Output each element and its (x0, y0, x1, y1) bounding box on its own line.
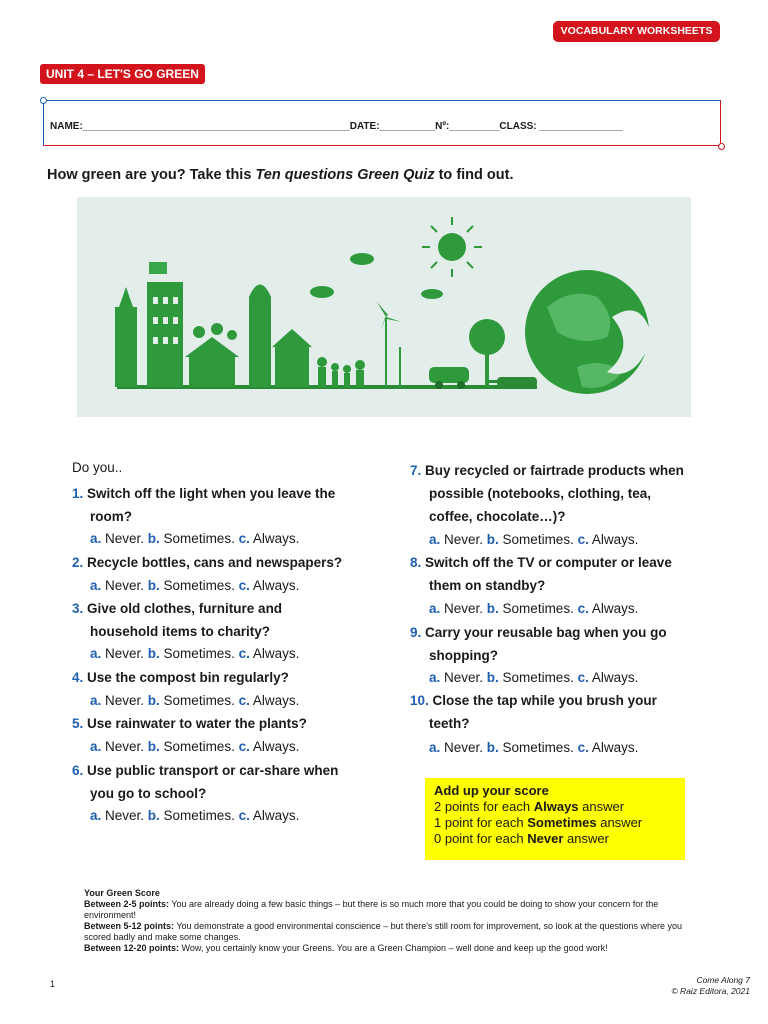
option-a[interactable]: a. (90, 739, 102, 754)
option-b[interactable]: b. (147, 578, 160, 593)
option-b-text: Sometimes. (159, 578, 239, 593)
option-c[interactable]: c. (577, 601, 589, 616)
score-always-row (434, 799, 676, 815)
score-range-label: Between 2-5 points: (84, 899, 170, 909)
question-text: Buy recycled or fairtrade products when (425, 463, 684, 478)
question-9-line-2: shopping? (429, 648, 498, 663)
question-4-answers[interactable] (90, 689, 299, 712)
option-a-text: Never. (440, 601, 487, 616)
intro-quiz-name: Ten questions Green Quiz (255, 167, 435, 183)
score-range-label: Between 5-12 points: (84, 921, 175, 931)
question-text: Give old clothes, furniture and (87, 601, 283, 616)
score-keyword: Always (533, 799, 579, 814)
option-a-text: Never. (101, 808, 148, 823)
green-score-title: Your Green Score (84, 888, 160, 898)
question-10-line-2: teeth? (429, 716, 470, 731)
question-6-answers[interactable] (90, 804, 299, 827)
option-a-text: Never. (101, 531, 148, 546)
option-a-text: Never. (440, 670, 487, 685)
question-text: Switch off the TV or computer or leave (425, 555, 672, 570)
score-range-3 (84, 943, 696, 954)
score-text: answer (563, 831, 609, 846)
option-a[interactable]: a. (429, 740, 441, 755)
option-b-text: Sometimes. (498, 670, 578, 685)
option-c-text: Always. (588, 601, 639, 616)
option-c[interactable]: c. (577, 670, 589, 685)
question-2-answers[interactable] (90, 574, 299, 597)
option-a-text: Never. (101, 578, 148, 593)
question-9 (410, 621, 667, 644)
question-text: Close the tap while you brush your (432, 693, 657, 708)
score-text: 2 points for each (434, 799, 534, 814)
score-text: answer (578, 799, 625, 814)
option-b-text: Sometimes. (498, 601, 578, 616)
score-never-row (434, 831, 676, 847)
option-c-text: Always. (249, 646, 300, 661)
option-c-text: Always. (588, 740, 639, 755)
question-5-answers[interactable] (90, 735, 299, 758)
option-a[interactable]: a. (429, 532, 441, 547)
option-c-text: Always. (588, 532, 639, 547)
question-7-answers[interactable] (429, 528, 638, 551)
box-corner-dot-right (718, 143, 725, 150)
question-3-line-2: household items to charity? (90, 624, 271, 639)
option-c[interactable]: c. (238, 808, 250, 823)
score-keyword: Never (527, 831, 564, 846)
option-b[interactable]: b. (147, 693, 160, 708)
option-c-text: Always. (249, 808, 300, 823)
question-7-line-3: coffee, chocolate…)? (429, 509, 566, 524)
question-number: 1. (72, 486, 84, 501)
score-range-label: Between 12-20 points: (84, 943, 180, 953)
option-b-text: Sometimes. (498, 532, 578, 547)
score-keyword: Sometimes (527, 815, 597, 830)
option-a-text: Never. (440, 532, 487, 547)
question-10-answers[interactable] (429, 736, 638, 759)
question-number: 7. (410, 463, 422, 478)
question-text: Use the compost bin regularly? (87, 670, 289, 685)
student-info-line[interactable]: NAME:________________________________________________DATE:__________Nº:_________CLASS: _______________ (50, 121, 623, 132)
option-c[interactable]: c. (238, 693, 250, 708)
option-b-text: Sometimes. (159, 739, 239, 754)
score-range-text: Wow, you certainly know your Greens. You are a Green Champion – well done and keep up the good work! (179, 943, 608, 953)
question-text: Recycle bottles, cans and newspapers? (87, 555, 343, 570)
question-1-line-2: room? (90, 509, 132, 524)
option-c[interactable]: c. (238, 739, 250, 754)
score-text: 1 point for each (434, 815, 528, 830)
option-b-text: Sometimes. (159, 693, 239, 708)
option-a[interactable]: a. (90, 693, 102, 708)
option-b[interactable]: b. (147, 646, 160, 661)
question-number: 8. (410, 555, 422, 570)
score-range-1 (84, 899, 696, 921)
option-b-text: Sometimes. (159, 808, 239, 823)
vocabulary-worksheets-badge: VOCABULARY WORKSHEETS (553, 21, 720, 42)
question-1 (72, 482, 335, 505)
option-b[interactable]: b. (147, 808, 160, 823)
green-score-section (84, 888, 696, 954)
question-8-answers[interactable] (429, 597, 638, 620)
option-a[interactable]: a. (90, 808, 102, 823)
score-box (425, 778, 685, 860)
option-b[interactable]: b. (486, 601, 499, 616)
question-6-line-2: you go to school? (90, 786, 207, 801)
question-5 (72, 712, 307, 735)
option-c[interactable]: c. (238, 578, 250, 593)
score-sometimes-row (434, 815, 676, 831)
unit-title-badge: UNIT 4 – LET'S GO GREEN (40, 64, 205, 84)
option-c[interactable]: c. (238, 646, 250, 661)
option-b[interactable]: b. (147, 531, 160, 546)
score-range-2 (84, 921, 696, 943)
option-a[interactable]: a. (90, 578, 102, 593)
option-c-text: Always. (249, 693, 300, 708)
option-b-text: Sometimes. (498, 740, 578, 755)
question-7-line-2: possible (notebooks, clothing, tea, (429, 486, 652, 501)
score-range-text: You are already doing a few basic things – but there is so much more that you could be doing to show your concern for the environment! (84, 899, 659, 920)
question-number: 6. (72, 763, 84, 778)
question-2 (72, 551, 342, 574)
question-text: Use rainwater to water the plants? (87, 716, 307, 731)
option-c[interactable]: c. (577, 532, 589, 547)
question-number: 3. (72, 601, 84, 616)
book-title: Come Along 7 (696, 975, 750, 985)
page-number: 1 (50, 979, 56, 989)
option-a-text: Never. (440, 740, 487, 755)
intro-text-1: How green are you? Take this (47, 167, 256, 183)
option-b[interactable]: b. (486, 532, 499, 547)
option-c-text: Always. (249, 739, 300, 754)
question-8 (410, 551, 672, 574)
do-you-label: Do you.. (72, 460, 123, 475)
option-b-text: Sometimes. (159, 646, 239, 661)
box-corner-dot-left (40, 97, 47, 104)
question-3 (72, 597, 282, 620)
footer-credits (560, 975, 750, 997)
question-number: 5. (72, 716, 84, 731)
option-a-text: Never. (101, 693, 148, 708)
option-b-text: Sometimes. (159, 531, 239, 546)
option-a[interactable]: a. (90, 646, 102, 661)
score-text: answer (596, 815, 643, 830)
option-a[interactable]: a. (429, 670, 441, 685)
question-number: 10. (410, 693, 429, 708)
option-a-text: Never. (101, 646, 148, 661)
score-box-title: Add up your score (434, 783, 549, 798)
question-number: 4. (72, 670, 84, 685)
option-b[interactable]: b. (486, 670, 499, 685)
option-c-text: Always. (588, 670, 639, 685)
option-b[interactable]: b. (147, 739, 160, 754)
score-text: 0 point for each (434, 831, 528, 846)
option-c-text: Always. (249, 578, 300, 593)
question-7 (410, 459, 684, 482)
question-text: Switch off the light when you leave the (87, 486, 336, 501)
option-a-text: Never. (101, 739, 148, 754)
question-text: Carry your reusable bag when you go (425, 625, 667, 640)
option-a[interactable]: a. (429, 601, 441, 616)
question-10 (410, 689, 657, 712)
green-city-illustration (77, 197, 691, 417)
intro-text-2: to find out. (434, 167, 514, 183)
green-city-image (77, 197, 691, 417)
question-4 (72, 666, 289, 689)
question-6 (72, 759, 338, 782)
question-1-answers[interactable] (90, 527, 299, 550)
option-a[interactable]: a. (90, 531, 102, 546)
score-range-text: You demonstrate a good environmental conscience – but there's still room for improvement, so look at the questions where you scored badly and make some changes. (84, 921, 683, 942)
question-8-line-2: them on standby? (429, 578, 546, 593)
question-number: 2. (72, 555, 84, 570)
option-c[interactable]: c. (577, 740, 589, 755)
question-number: 9. (410, 625, 422, 640)
option-c[interactable]: c. (238, 531, 250, 546)
question-text: Use public transport or car-share when (87, 763, 339, 778)
question-3-answers[interactable] (90, 642, 299, 665)
option-b[interactable]: b. (486, 740, 499, 755)
question-9-answers[interactable] (429, 666, 638, 689)
quiz-intro (47, 167, 514, 183)
option-c-text: Always. (249, 531, 300, 546)
publisher: © Raiz Editora, 2021 (671, 986, 750, 996)
